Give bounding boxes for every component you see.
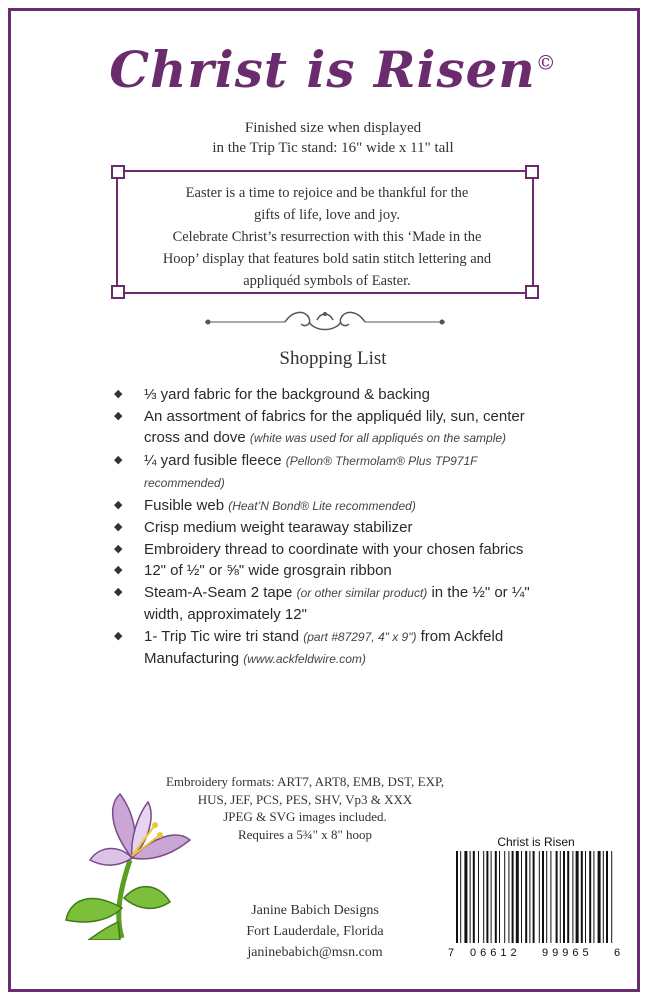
designer-location: Fort Lauderdale, Florida	[246, 924, 384, 939]
list-item: ◆ ¼ yard fusible fleece (Pellon® Thermolam® Plus TP971F recommended)	[114, 451, 478, 490]
barcode-bar	[478, 851, 479, 943]
list-item: ◆ An assortment of fabrics for the appliquéd lily, sun, center cross and dove (white was used for all appliqués on the sample)	[114, 407, 525, 446]
barcode-bar	[529, 851, 530, 943]
barcode-bar	[460, 851, 461, 943]
barcode-bar	[470, 851, 471, 943]
barcode-title: Christ is Risen	[497, 835, 575, 849]
barcode-bar	[585, 851, 586, 943]
bullet-icon: ◆	[114, 498, 123, 511]
intro-line: Hoop’ display that features bold satin stitch lettering and	[162, 251, 492, 267]
barcode-bar	[495, 851, 497, 943]
barcode-bar	[464, 851, 467, 943]
barcode-bar	[576, 851, 579, 943]
bullet-icon: ◆	[114, 585, 123, 598]
barcode-bar	[581, 851, 583, 943]
finished-size-line-1: Finished size when displayed	[244, 120, 422, 136]
barcode-bar	[483, 851, 484, 943]
barcode-bar	[593, 851, 594, 943]
formats-line: JPEG & SVG images included.	[223, 809, 387, 824]
list-item: ◆ Fusible web (Heat’N Bond® Lite recommended)	[114, 495, 534, 518]
bullet-icon: ◆	[114, 564, 123, 576]
barcode-bar	[589, 851, 591, 943]
barcode-icon	[454, 851, 618, 947]
barcode-bar	[512, 851, 514, 943]
bullet-icon: ◆	[114, 629, 123, 642]
corner-ornament	[525, 165, 539, 179]
formats-line: HUS, JEF, PCS, PES, SHV, Vp3 & XXX	[197, 791, 413, 807]
barcode-bar	[521, 851, 522, 943]
barcode-bar	[504, 851, 505, 943]
barcode-bar	[546, 851, 547, 943]
barcode-bar	[550, 851, 551, 943]
list-item: ◆ Crisp medium weight tearaway stabilizer	[114, 517, 534, 539]
bullet-icon: ◆	[114, 453, 123, 466]
intro-line: Celebrate Christ’s resurrection with this ‘Made in the	[172, 229, 482, 245]
barcode-bar	[611, 851, 612, 943]
intro-line: gifts of life, love and joy.	[253, 207, 401, 223]
shopping-list	[114, 384, 534, 671]
barcode-bar	[603, 851, 604, 943]
copyright-symbol: ©	[535, 50, 557, 75]
finished-size-line-2: in the Trip Tic stand: 16" wide x 11" tall	[212, 140, 454, 156]
intro-line: Easter is a time to rejoice and be thankful for the	[185, 185, 469, 201]
barcode	[448, 835, 624, 985]
shopping-list-heading: Shopping List	[279, 348, 387, 369]
list-item: ◆ ⅓ yard fabric for the background & backing	[114, 384, 534, 406]
barcode-digit: 06612	[470, 947, 521, 959]
bullet-icon: ◆	[114, 521, 123, 533]
item-note: (white was used for all appliqués on the sample)	[249, 431, 507, 445]
intro-line: appliquéd symbols of Easter.	[243, 273, 411, 289]
barcode-bar	[525, 851, 527, 943]
formats-line: Requires a 5¾" x 8" hoop	[237, 826, 373, 842]
list-item: ◆ 1- Trip Tic wire tri stand (part #87297, 4" x 9") from Ackfeld Manufacturing (www.ackfeldwire.com)	[114, 627, 504, 667]
list-item: ◆ Embroidery thread to coordinate with your chosen fabrics	[114, 539, 534, 561]
barcode-bar	[533, 851, 535, 943]
barcode-digit: 7	[448, 947, 455, 959]
designer-info	[200, 900, 430, 963]
lily-icon	[60, 790, 200, 940]
bullet-icon: ◆	[114, 542, 123, 555]
intro-text	[118, 182, 536, 292]
barcode-bar	[560, 851, 561, 943]
item-note: (or other similar product)	[296, 585, 428, 600]
barcode-bar	[598, 851, 601, 943]
intro-box	[116, 170, 534, 294]
item-note: (www.ackfeldwire.com)	[243, 652, 366, 666]
item-note: (Pellon® Thermolam® Plus TP971F recommended)	[144, 453, 478, 490]
barcode-bar	[563, 851, 565, 943]
barcode-digit: 99965	[542, 947, 593, 959]
barcode-bar	[542, 851, 544, 943]
barcode-bar	[486, 851, 488, 943]
formats-line: Embroidery formats: ART7, ART8, EMB, DST, EXP,	[165, 774, 445, 789]
item-note: (part #87297, 4" x 9")	[303, 629, 417, 644]
designer-email: janinebabich@msn.com	[247, 945, 383, 960]
barcode-digit: 6	[614, 947, 621, 959]
barcode-bar	[516, 851, 519, 943]
barcode-bar	[539, 851, 540, 943]
list-item: ◆ Steam-A-Seam 2 tape (or other similar product) in the ½" or ¼" width, approximately 12"	[114, 583, 530, 623]
corner-ornament	[111, 165, 125, 179]
barcode-bar	[606, 851, 608, 943]
barcode-bar	[572, 851, 573, 943]
barcode-bar	[473, 851, 475, 943]
barcode-bar	[456, 851, 458, 943]
barcode-bar	[556, 851, 558, 943]
flourish-divider-icon	[205, 308, 445, 334]
bullet-icon: ◆	[114, 409, 123, 422]
barcode-bar	[499, 851, 500, 943]
barcode-bar	[567, 851, 569, 943]
list-item: ◆ 12" of ½" or ⅝" wide grosgrain ribbon	[114, 560, 534, 582]
page-title: Christ is Risen©	[109, 40, 557, 99]
bullet-icon: ◆	[114, 388, 123, 400]
barcode-bar	[508, 851, 509, 943]
item-note: (Heat’N Bond® Lite recommended)	[228, 498, 416, 513]
barcode-bar	[491, 851, 492, 943]
title-area	[0, 40, 666, 99]
designer-name: Janine Babich Designs	[251, 903, 379, 918]
